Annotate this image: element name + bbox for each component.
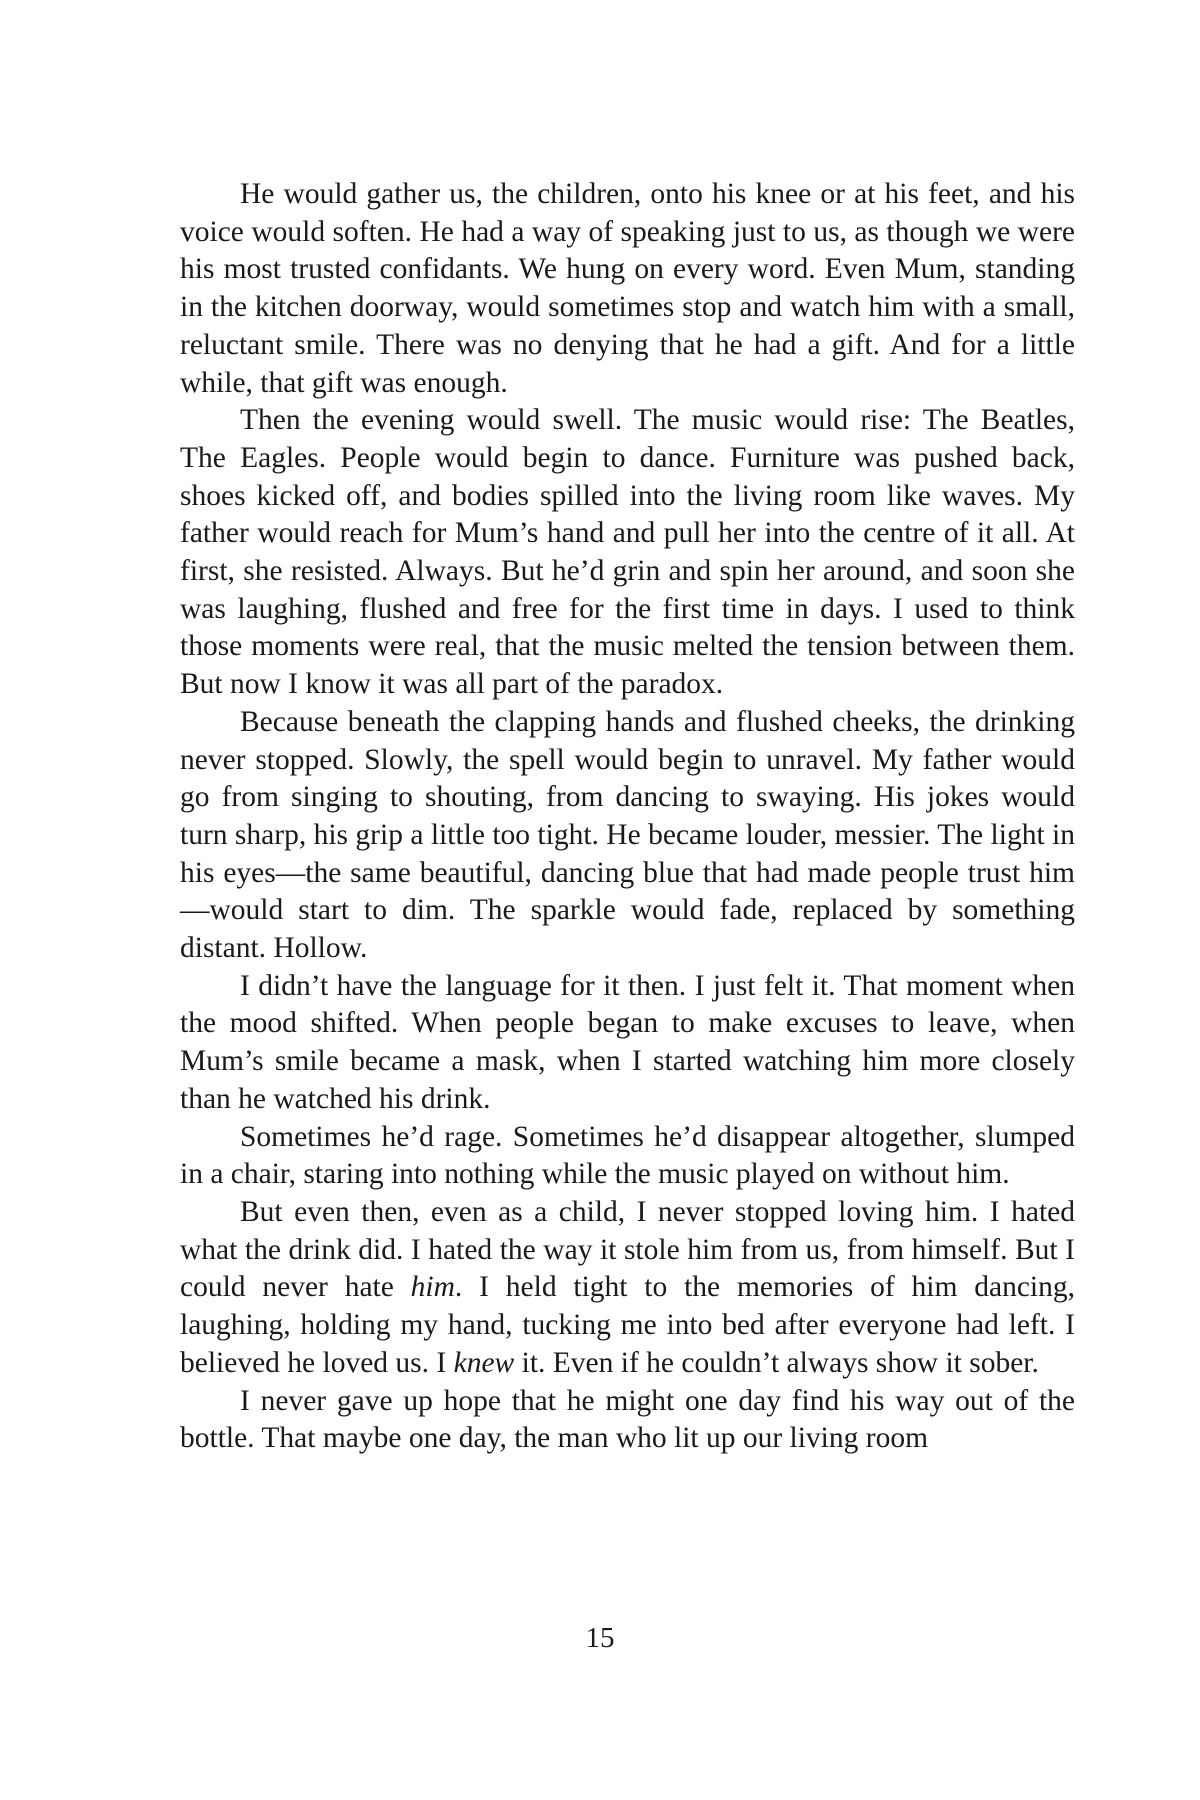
paragraph-5: Sometimes he’d rage. Sometimes he’d disappear altogether, slumped in a chair, staring into nothing while the music played on without him. bbox=[180, 1120, 1075, 1191]
paragraph-6-part-1: But even then, even as a child, I never stopped loving him. I hated what the drink did. I hated the way it stole him from us, from himself. But I could never hate bbox=[180, 1195, 1075, 1304]
paragraph-6-part-2: . I held tight to the memories of him dancing, laughing, holding my hand, tucking me into bed after everyone had left. I believed he loved us. I bbox=[180, 1271, 1075, 1379]
paragraph-6 bbox=[180, 1194, 1075, 1383]
page-number: 15 bbox=[585, 1622, 615, 1654]
paragraph-6-emphasis-him: him bbox=[410, 1271, 455, 1304]
paragraph-7: I never gave up hope that he might one day find his way out of the bottle. That maybe one day, the man who lit up our living room bbox=[180, 1384, 1075, 1455]
paragraph-4: I didn’t have the language for it then. I just felt it. That moment when the mood shifted. When people began to make excuses to leave, when Mum’s smile became a mask, when I started watching him more closely than he watched his drink. bbox=[180, 969, 1075, 1115]
paragraph-6-emphasis-knew: knew bbox=[453, 1346, 515, 1379]
paragraph-6-part-3: it. Even if he couldn’t always show it sober. bbox=[514, 1346, 1039, 1379]
paragraph-2: Then the evening would swell. The music would rise: The Beatles, The Eagles. People would begin to dance. Furniture was pushed back, shoes kicked off, and bodies spilled into the living room like waves. My father would reach for Mum’s hand and pull her into the centre of it all. At first, she resisted. Always. But he’d grin and spin her around, and soon she was laughing, flushed and free for the first time in days. I used to think those moments were real, that the music melted the tension between them. But now I know it was all part of the paradox. bbox=[180, 404, 1075, 701]
paragraph-3: Because beneath the clapping hands and flushed cheeks, the drinking never stopped. Slowly, the spell would begin to unravel. My father would go from singing to shouting, from dancing to swaying. His jokes would turn sharp, his grip a little too tight. He became louder, messier. The light in his eyes—the same beautiful, dancing blue that had made people trust him—would start to dim. The sparkle would fade, replaced by something distant. Hollow. bbox=[180, 705, 1075, 965]
paragraph-1: He would gather us, the children, onto his knee or at his feet, and his voice would soften. He had a way of speaking just to us, as though we were his most trusted confidants. We hung on every word. Even Mum, standing in the kitchen doorway, would sometimes stop and watch him with a small, reluctant smile. There was no denying that he had a gift. And for a little while, that gift was enough. bbox=[180, 178, 1075, 399]
body-text bbox=[180, 176, 1075, 1458]
